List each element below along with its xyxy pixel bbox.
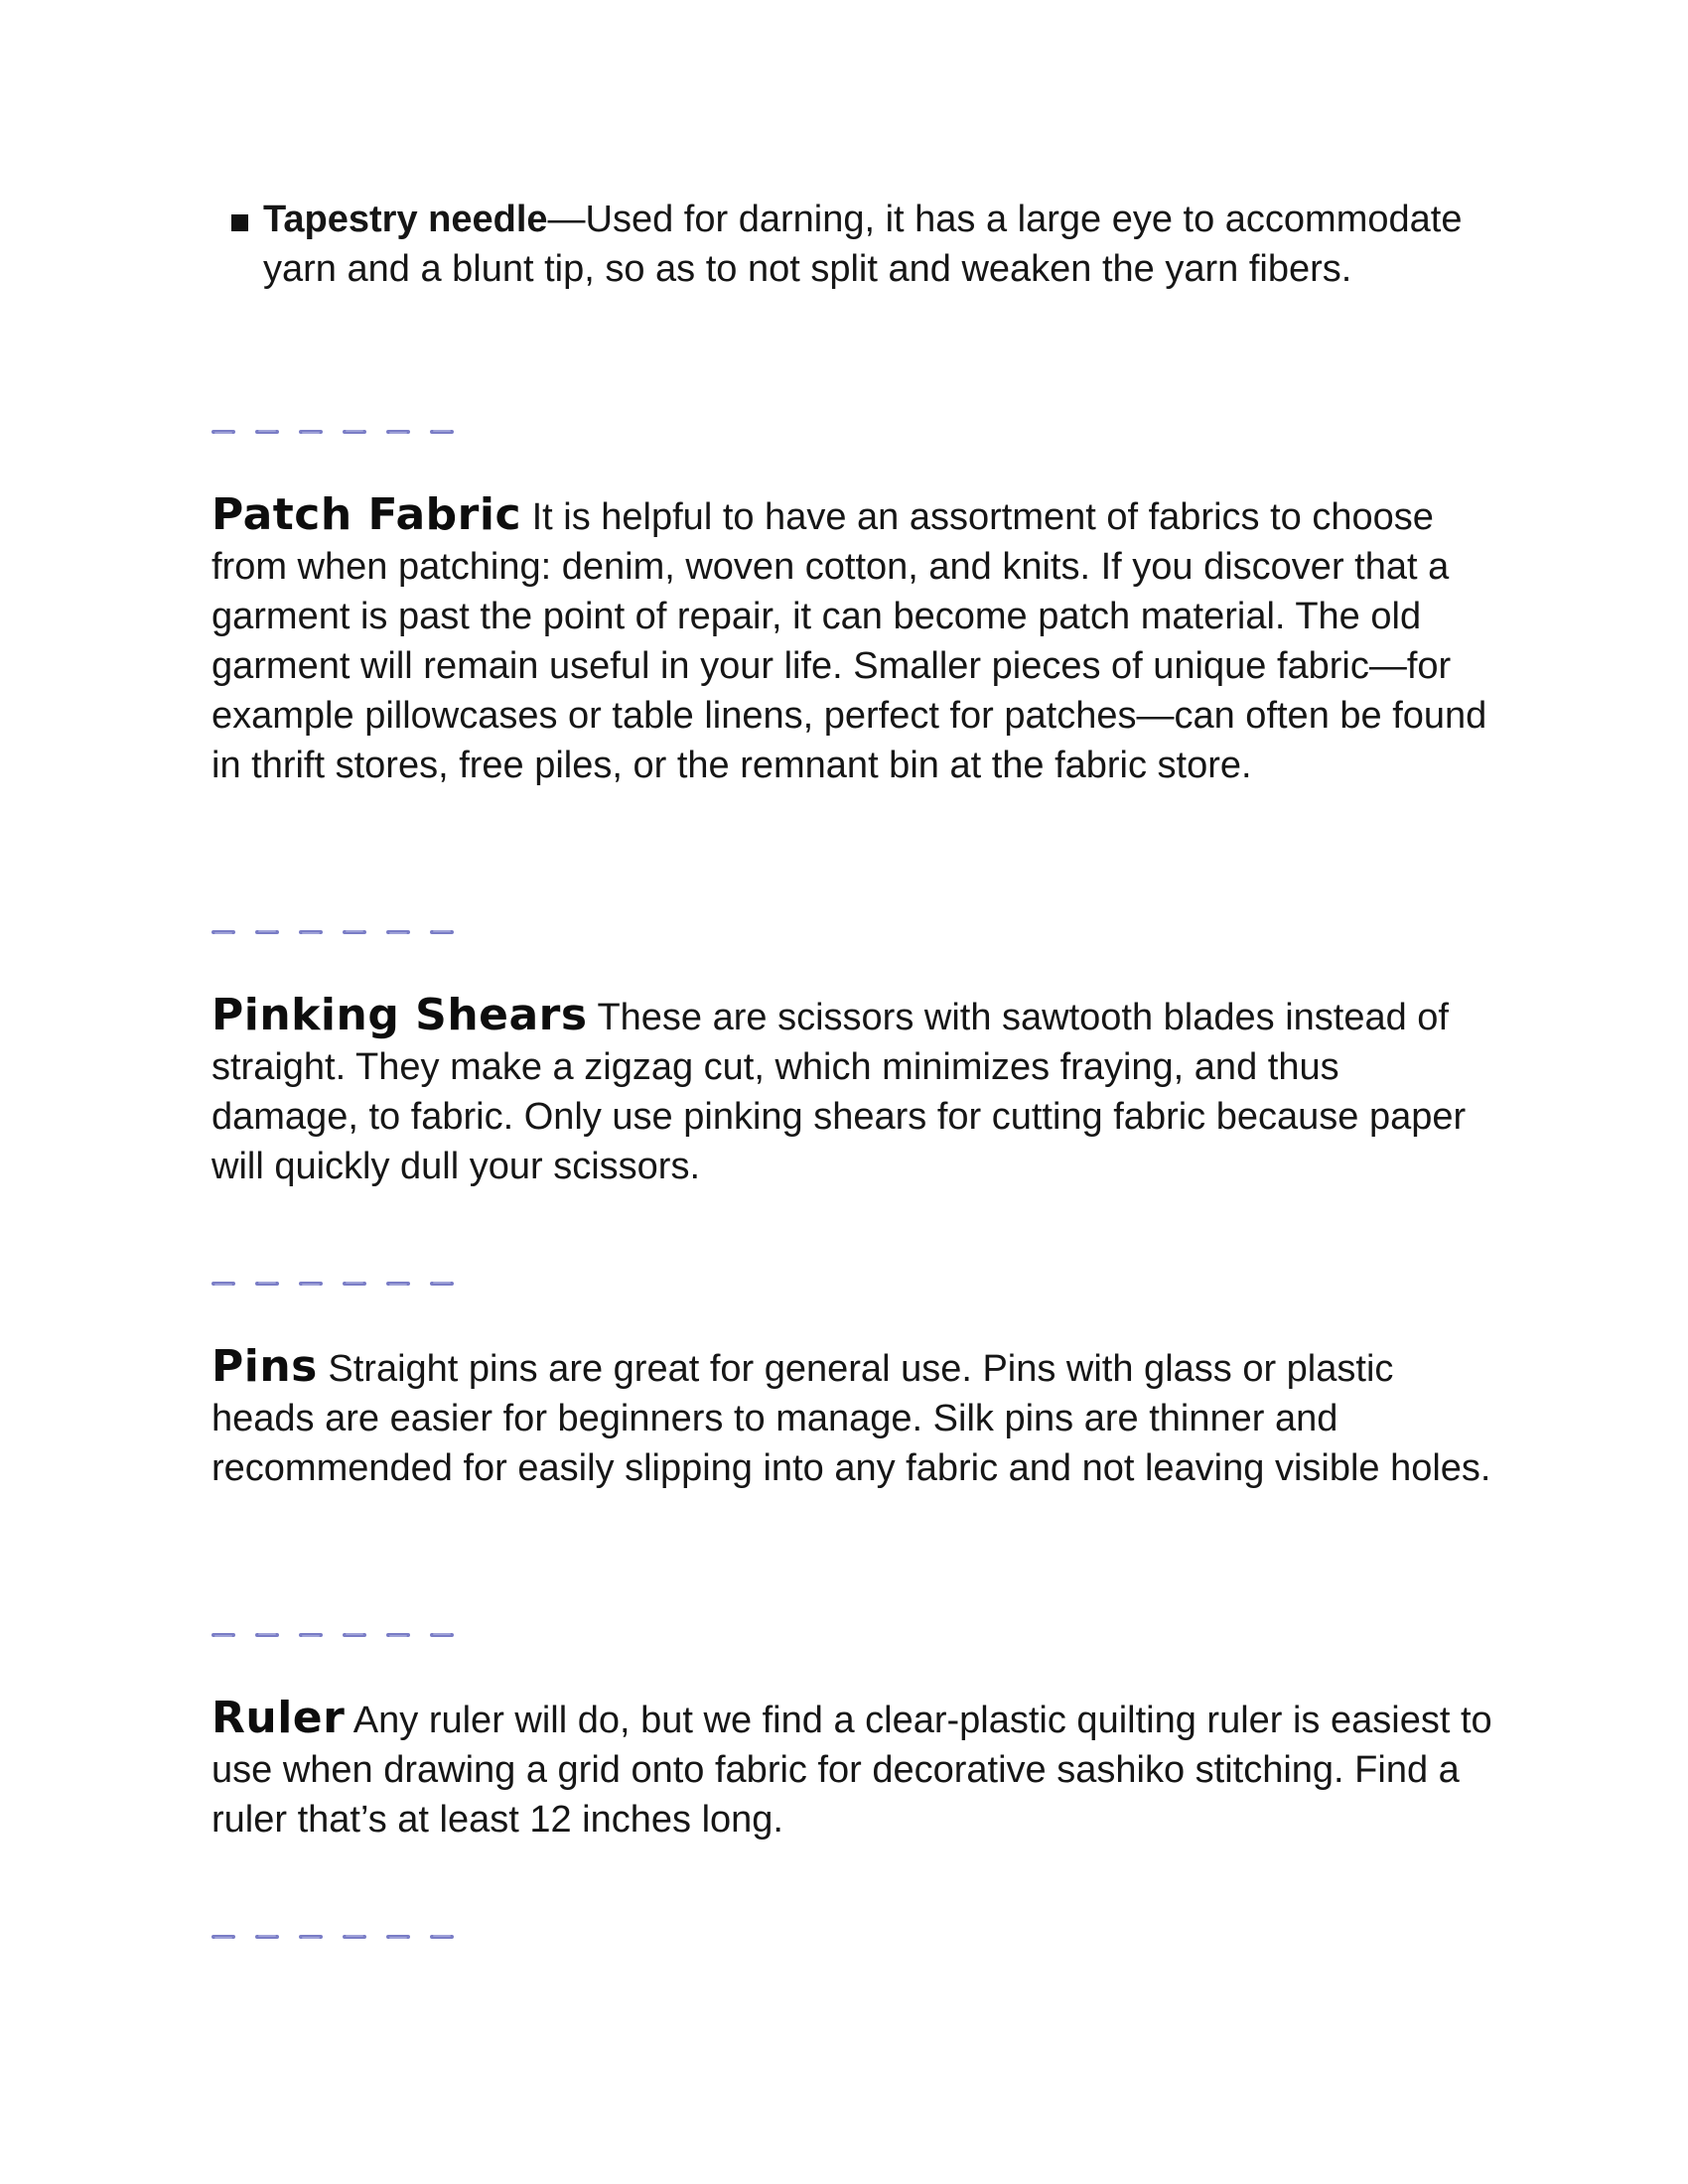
stitch-divider-icon [211, 926, 466, 938]
section-description: Any ruler will do, but we find a clear-plastic quilting ruler is easiest to use when drawing a grid onto fabric for decorative sashiko stitching. Find a ruler that’s at least 12 inches long. [211, 1700, 1492, 1841]
section-term: Pinking Shears [211, 990, 588, 1040]
square-bullet-icon [231, 214, 248, 231]
section-term: Patch Fabric [211, 489, 522, 540]
section-description: These are scissors with sawtooth blades instead of straight. They make a zigzag cut, which minimizes fraying, and thus damage, to fabric. Only use pinking shears for cutting fabric because paper will quickly dull your scissors. [211, 997, 1467, 1187]
section-term: Pins [211, 1341, 318, 1392]
section-pins [211, 1342, 1492, 1493]
list-item-tapestry-needle [231, 195, 1522, 294]
stitch-divider-icon [211, 1629, 466, 1641]
section-patch-fabric [211, 490, 1492, 790]
stitch-divider-icon [211, 426, 466, 438]
section-ruler [211, 1694, 1492, 1844]
list-item-text [263, 195, 1514, 294]
list-item-description: —Used for darning, it has a large eye to accommodate yarn and a blunt tip, so as to not split and weaken the yarn fibers. [263, 199, 1463, 290]
list-item-term: Tapestry needle [263, 199, 548, 240]
section-description: Straight pins are great for general use. Pins with glass or plastic heads are easier for beginners to manage. Silk pins are thinner and recommended for easily slipping into any fabric and not leaving visible holes. [211, 1348, 1491, 1489]
stitch-divider-icon [211, 1278, 466, 1290]
section-term: Ruler [211, 1693, 346, 1743]
section-description: It is helpful to have an assortment of fabrics to choose from when patching: denim, woven cotton, and knits. If you discover that a garment is past the point of repair, it can become patch material. The old garment will remain useful in your life. Smaller pieces of unique fabric—for example pillowcases or table linens, perfect for patches—can often be found in thrift stores, free piles, or the remnant bin at the fabric store. [211, 496, 1487, 786]
section-pinking-shears [211, 991, 1492, 1191]
stitch-divider-icon [211, 1931, 466, 1943]
